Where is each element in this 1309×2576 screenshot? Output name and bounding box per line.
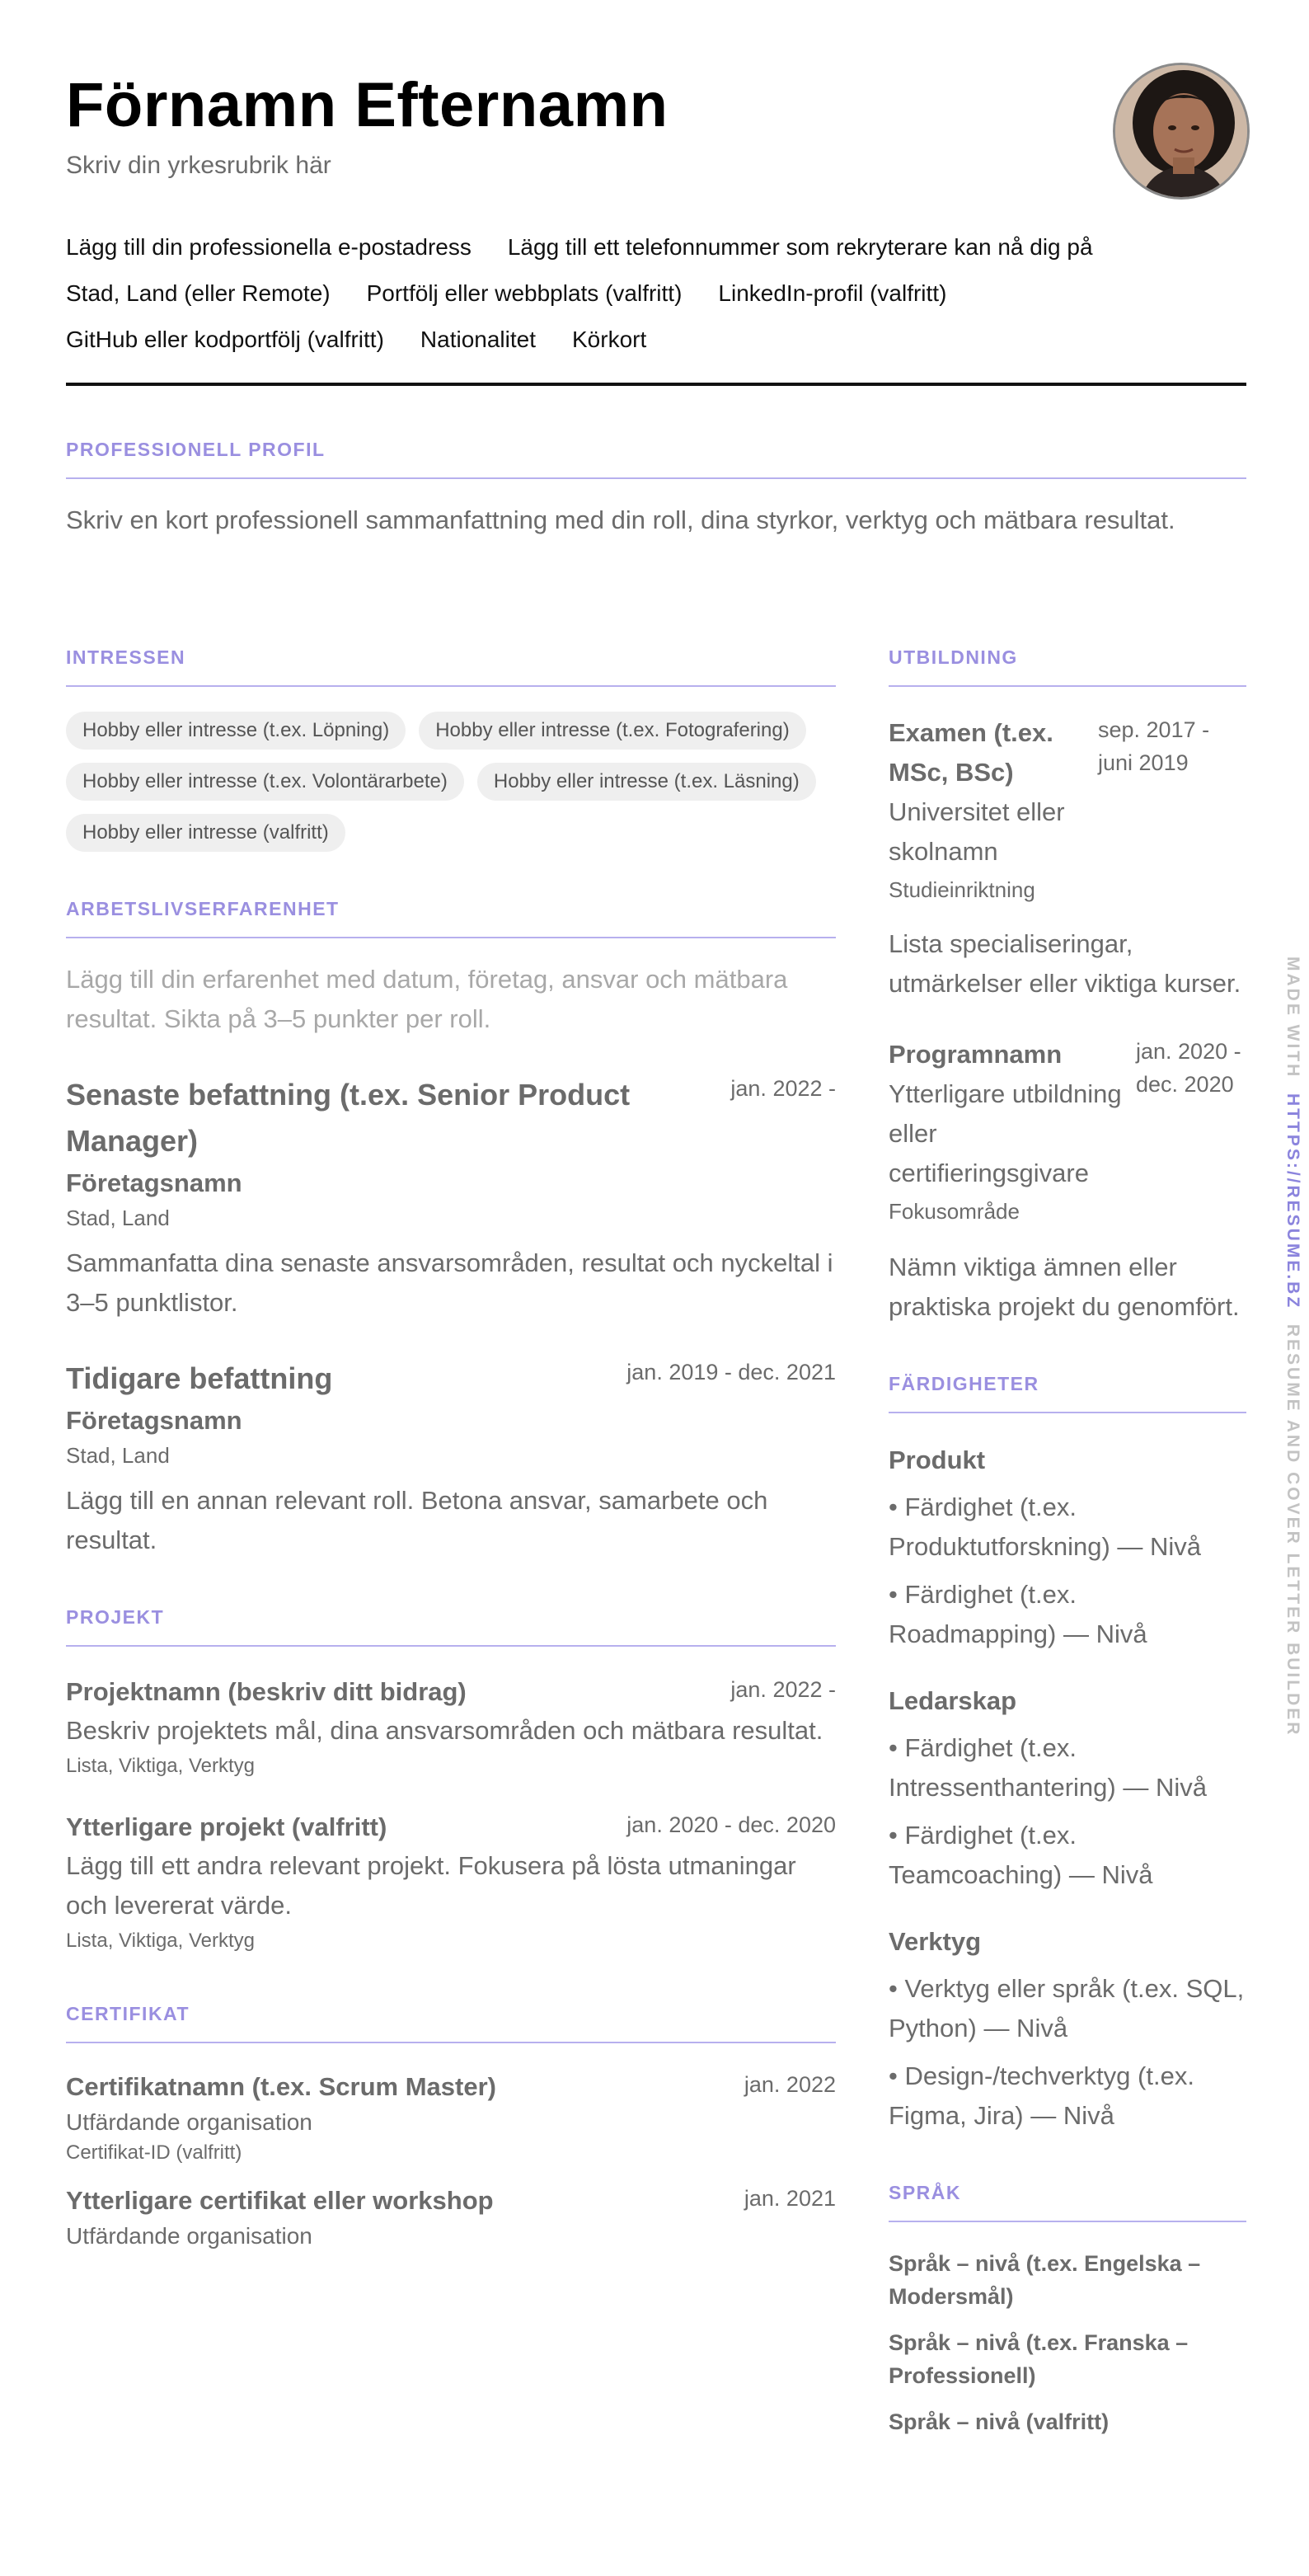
- language-item: Språk – nivå (t.ex. Engelska – Modersmål): [889, 2251, 1201, 2309]
- contact-license: Körkort: [572, 327, 647, 352]
- job-date: jan. 2022 -: [730, 1076, 836, 1101]
- project-description: Lägg till ett andra relevant projekt. Fokusera på lösta utmaningar och levererat värde.: [66, 1851, 796, 1920]
- certificate-issuer: Utfärdande organisation: [66, 2223, 312, 2249]
- interest-tag: Hobby eller intresse (valfritt): [66, 814, 345, 852]
- education-entry: [889, 713, 1246, 1004]
- job-title: Tidigare befattning: [66, 1361, 333, 1395]
- person-photo-icon: [1115, 65, 1250, 200]
- school-name: Ytterligare utbildning eller certifieringsgivare: [889, 1079, 1122, 1187]
- interest-tag: Hobby eller intresse (t.ex. Löpning): [66, 712, 406, 750]
- language-item: Språk – nivå (t.ex. Franska – Professionell): [889, 2330, 1189, 2388]
- certificate-id: Certifikat-ID (valfritt): [66, 2141, 242, 2164]
- certificate-name: Certifikatnamn (t.ex. Scrum Master): [66, 2072, 496, 2101]
- watermark-link[interactable]: HTTPS://RESUME.BZ: [1283, 1093, 1302, 1310]
- section-divider: [889, 1412, 1246, 1413]
- experience-entry: [66, 1072, 836, 1323]
- experience-intro: Lägg till din erfarenhet med datum, företag, ansvar och mätbara resultat. Sikta på 3–5 punkter per roll.: [66, 965, 788, 1033]
- watermark-prefix: MADE WITH: [1283, 957, 1302, 1079]
- education-description: Nämn viktiga ämnen eller praktiska projekt du genomfört.: [889, 1253, 1240, 1321]
- program-name: Programnamn: [889, 1040, 1063, 1069]
- job-location: Stad, Land: [66, 1206, 170, 1230]
- job-title: Senaste befattning (t.ex. Senior Product Manager): [66, 1078, 631, 1158]
- certificate-entry: [66, 2068, 836, 2167]
- interests-heading: INTRESSEN: [66, 646, 186, 668]
- education-entry: [889, 1035, 1246, 1327]
- languages-section: [889, 2182, 1246, 2438]
- section-divider: [66, 477, 1246, 479]
- project-entry: [66, 1808, 836, 1957]
- left-column: [66, 646, 836, 2299]
- resume-page: [66, 0, 1246, 2576]
- contact-github[interactable]: GitHub eller kodportfölj (valfritt): [66, 327, 384, 352]
- skills-section: [889, 1373, 1246, 2136]
- degree-name: Examen (t.ex. MSc, BSc): [889, 718, 1053, 787]
- section-divider: [66, 1645, 836, 1647]
- made-with-watermark: [1283, 957, 1302, 1737]
- job-date: jan. 2019 - dec. 2021: [626, 1360, 836, 1384]
- language-item: Språk – nivå (valfritt): [889, 2409, 1110, 2434]
- section-divider: [889, 2221, 1246, 2222]
- skill-category: Verktyg: [889, 1927, 982, 1956]
- education-date: sep. 2017 - juni 2019: [1098, 717, 1210, 775]
- interest-tag: Hobby eller intresse (t.ex. Fotografering): [419, 712, 806, 750]
- section-divider: [66, 685, 836, 687]
- project-date: jan. 2020 - dec. 2020: [626, 1812, 836, 1837]
- certificate-name: Ytterligare certifikat eller workshop: [66, 2186, 494, 2215]
- contact-location: Stad, Land (eller Remote): [66, 280, 331, 306]
- school-name: Universitet eller skolnamn: [889, 797, 1065, 866]
- education-date: jan. 2020 - dec. 2020: [1136, 1039, 1241, 1097]
- education-section: [889, 646, 1246, 1327]
- study-field: Studieinriktning: [889, 877, 1035, 902]
- interest-tags: [66, 712, 836, 852]
- certificate-date: jan. 2022: [744, 2072, 836, 2097]
- languages-heading: SPRÅK: [889, 2182, 962, 2203]
- project-tools: Lista, Viktiga, Verktyg: [66, 1930, 256, 1952]
- skill-item: • Färdighet (t.ex. Roadmapping) — Nivå: [889, 1580, 1147, 1648]
- full-name: Förnamn Efternamn: [66, 70, 669, 140]
- profile-summary: Skriv en kort professionell sammanfattning med din roll, dina styrkor, verktyg och mätbara resultat.: [66, 505, 1175, 534]
- contact-phone[interactable]: Lägg till ett telefonnummer som rekryterare kan nå dig på: [507, 234, 1093, 260]
- contact-list: [66, 224, 1236, 363]
- project-name: Ytterligare projekt (valfritt): [66, 1812, 387, 1841]
- study-field: Fokusområde: [889, 1199, 1020, 1224]
- header-divider: [66, 383, 1246, 386]
- experience-heading: ARBETSLIVSERFARENHET: [66, 898, 340, 919]
- company-name: Företagsnamn: [66, 1168, 242, 1197]
- experience-section: [66, 898, 836, 1560]
- job-description: Sammanfatta dina senaste ansvarsområden, resultat och nyckeltal i 3–5 punktlistor.: [66, 1248, 833, 1317]
- job-headline: Skriv din yrkesrubrik här: [66, 152, 331, 179]
- interest-tag: Hobby eller intresse (t.ex. Volontärarbete): [66, 763, 464, 801]
- project-date: jan. 2022 -: [730, 1677, 836, 1702]
- education-heading: UTBILDNING: [889, 646, 1018, 668]
- certificates-heading: CERTIFIKAT: [66, 2003, 190, 2024]
- project-description: Beskriv projektets mål, dina ansvarsområden och mätbara resultat.: [66, 1716, 823, 1745]
- section-divider: [66, 2042, 836, 2043]
- certificate-date: jan. 2021: [744, 2186, 836, 2211]
- skill-item: • Verktyg eller språk (t.ex. SQL, Python) — Nivå: [889, 1974, 1245, 2042]
- projects-section: [66, 1606, 836, 1957]
- skill-category: Ledarskap: [889, 1686, 1017, 1715]
- right-column: [889, 646, 1246, 2484]
- profile-section: [66, 439, 1246, 540]
- experience-entry: [66, 1356, 836, 1560]
- education-description: Lista specialiseringar, utmärkelser eller viktiga kurser.: [889, 929, 1241, 998]
- skill-item: • Färdighet (t.ex. Intressenthantering) — Nivå: [889, 1733, 1207, 1802]
- contact-email[interactable]: Lägg till din professionella e-postadress: [66, 234, 472, 260]
- certificate-entry: [66, 2182, 836, 2253]
- contact-linkedin[interactable]: LinkedIn-profil (valfritt): [718, 280, 947, 306]
- project-tools: Lista, Viktiga, Verktyg: [66, 1755, 256, 1777]
- watermark-suffix: RESUME AND COVER LETTER BUILDER: [1283, 1323, 1302, 1737]
- skill-category: Produkt: [889, 1445, 986, 1474]
- contact-nationality: Nationalitet: [420, 327, 536, 352]
- job-description: Lägg till en annan relevant roll. Betona ansvar, samarbete och resultat.: [66, 1486, 768, 1554]
- skills-heading: FÄRDIGHETER: [889, 1373, 1039, 1394]
- profile-heading: PROFESSIONELL PROFIL: [66, 439, 326, 460]
- company-name: Företagsnamn: [66, 1406, 242, 1435]
- contact-portfolio[interactable]: Portfölj eller webbplats (valfritt): [366, 280, 683, 306]
- project-name: Projektnamn (beskriv ditt bidrag): [66, 1677, 467, 1706]
- section-divider: [66, 937, 836, 938]
- interests-section: [66, 646, 836, 852]
- certificate-issuer: Utfärdande organisation: [66, 2109, 312, 2135]
- skill-item: • Design-/techverktyg (t.ex. Figma, Jira) — Nivå: [889, 2061, 1194, 2130]
- interest-tag: Hobby eller intresse (t.ex. Läsning): [477, 763, 816, 801]
- job-location: Stad, Land: [66, 1443, 170, 1468]
- skill-item: • Färdighet (t.ex. Produktutforskning) — Nivå: [889, 1492, 1202, 1561]
- certificates-section: [66, 2003, 836, 2253]
- projects-heading: PROJEKT: [66, 1606, 165, 1628]
- avatar: [1113, 63, 1250, 200]
- project-entry: [66, 1673, 836, 1782]
- skill-item: • Färdighet (t.ex. Teamcoaching) — Nivå: [889, 1821, 1153, 1889]
- section-divider: [889, 685, 1246, 687]
